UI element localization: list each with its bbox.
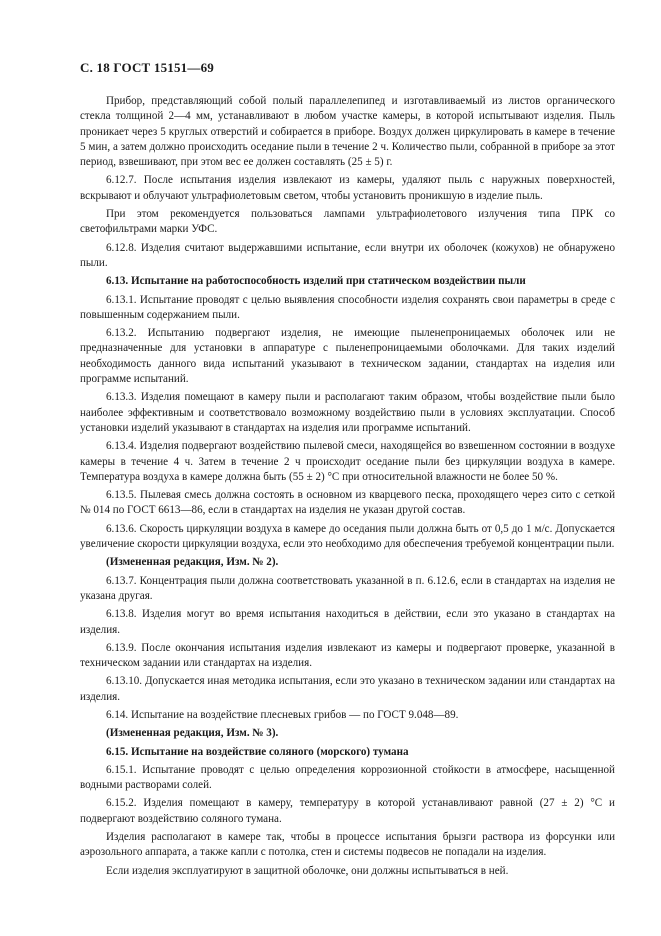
section-heading: 6.15. Испытание на воздействие соляного (морского) тумана <box>106 745 409 758</box>
paragraph: 6.13.8. Изделия могут во время испытания находиться в действии, если это указано в стандартах на изделия. <box>80 608 615 636</box>
paragraph: 6.13.4. Изделия подвергают воздействию пылевой смеси, находящейся во взвешенном состоянии в воздухе камеры в течение 4 ч. Затем в течение 2 ч происходит оседание пыли без циркуляции воздуха в камере. Температура воздуха в камере должна быть (55 ± 2) °С при относительной влажности не более 50 %. <box>80 440 615 483</box>
paragraph: 6.13.2. Испытанию подвергают изделия, не имеющие пыленепроницаемых оболочек или не предназначенные для установки в аппаратуре с пыленепроницаемыми оболочками. Для таких изделий необходимость данного вида испытаний указывают в техническом задании, стандартах на изделия или программе испытаний. <box>80 327 615 386</box>
section-heading: 6.13. Испытание на работоспособность изделий при статическом воздействии пыли <box>106 275 526 288</box>
paragraph: 6.13.1. Испытание проводят с целью выявления способности изделия сохранять свои параметры в среде с повышенным содержанием пыли. <box>80 293 615 321</box>
paragraph: 6.13.9. После окончания испытания изделия извлекают из камеры и подвергают проверке, указанной в техническом задании или стандартах на изделия. <box>80 641 615 670</box>
paragraph: 6.12.8. Изделия считают выдержавшими испытание, если внутри их оболочек (кожухов) не обнаружено пыли. <box>80 241 615 269</box>
paragraph: 6.15.1. Испытание проводят с целью определения коррозионной стойкости в атмосфере, насыщенной водными растворами солей. <box>80 763 615 792</box>
paragraph: 6.13.7. Концентрация пыли должна соответствовать указанной в п. 6.12.6, если в стандартах на изделия не указана другая. <box>80 574 615 602</box>
paragraph: Изделия располагают в камере так, чтобы в процессе испытания брызги раствора из форсунки или аэрозольного аппарата, а также капли с потолка, стен и системы подвесов не попадали на изделия. <box>80 831 615 859</box>
paragraph: 6.13.6. Скорость циркуляции воздуха в камере до оседания пыли должна быть от 0,5 до 1 м/с. Допускается увеличение скорости циркуляции воздуха, если это необходимо для обеспечения требуемой концентрации пыли. <box>80 522 615 551</box>
paragraph: 6.13.10. Допускается иная методика испытания, если это указано в техническом задании или стандартах на изделия. <box>80 675 615 703</box>
paragraph: 6.13.5. Пылевая смесь должна состоять в основном из кварцевого песка, проходящего через сито с сеткой № 014 по ГОСТ 6613—86, если в стандартах на изделия не указан другой состав. <box>80 489 615 517</box>
paragraph: 6.14. Испытание на воздействие плесневых грибов — по ГОСТ 9.048—89. <box>106 708 459 721</box>
paragraph: При этом рекомендуется пользоваться лампами ультрафиолетового излучения типа ПРК со светофильтрами марки УФС. <box>80 208 615 236</box>
paragraph: 6.12.7. После испытания изделия извлекают из камеры, удаляют пыль с наружных поверхностей, вскрывают и облучают ультрафиолетовым светом, чтобы установить проникшую в изделие пыль. <box>80 174 615 202</box>
section-heading: (Измененная редакция, Изм. № 2). <box>106 556 279 569</box>
paragraph: Прибор, представляющий собой полый параллелепипед и изготавливаемый из листов органического стекла толщиной 2—4 мм, устанавливают в любом участке камеры, в которой испытывают изделия. Пыль проникает через 5 круглых отверстий и собирается в приборе. Воздух должен циркулировать в камере в течение 5 мин, а затем должно происходить оседание пыли в течение 2 ч. Количество пыли, собранной в приборе за этот период, взвешивают, при этом вес ее должен составлять (25 ± 5) г. <box>80 95 615 169</box>
paragraph: 6.13.3. Изделия помещают в камеру пыли и располагают таким образом, чтобы воздействие пыли было наиболее эффективным и соответствовало возможному воздействию пыли в условиях эксплуатации. Способ установки изделий указывают в стандартах на изделия или программе испытаний. <box>80 391 615 434</box>
page-header: С. 18 ГОСТ 15151—69 <box>80 60 214 75</box>
paragraph: Если изделия эксплуатируют в защитной оболочке, они должны испытываться в ней. <box>106 864 509 877</box>
document-body <box>80 94 615 879</box>
section-heading: (Измененная редакция, Изм. № 3). <box>106 727 279 740</box>
paragraph: 6.15.2. Изделия помещают в камеру, температуру в которой устанавливают равной (27 ± 2) °С и подвергают воздействию соляного тумана. <box>80 797 615 825</box>
